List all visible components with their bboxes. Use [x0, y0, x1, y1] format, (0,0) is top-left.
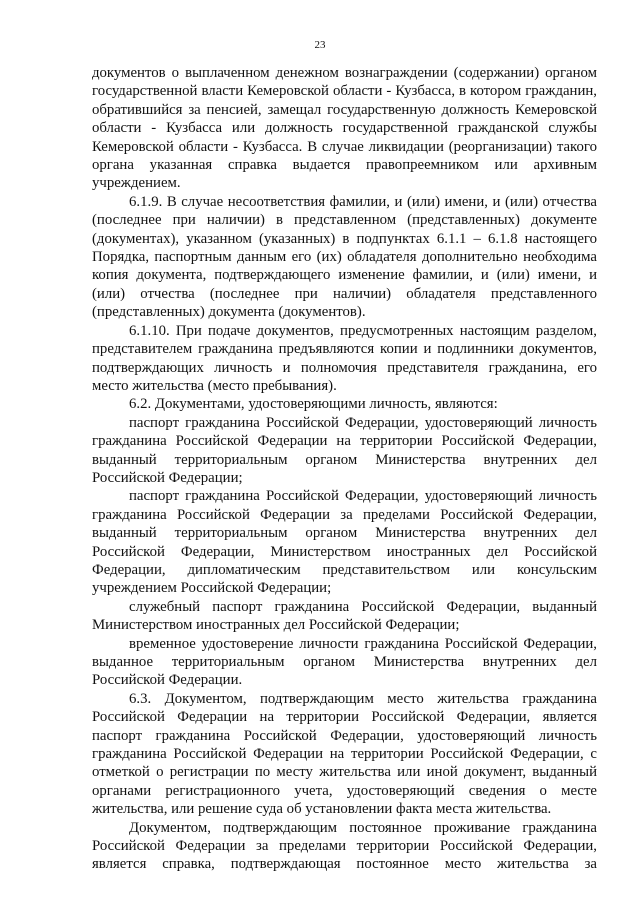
paragraph-6-2: 6.2. Документами, удостоверяющими личность, являются: — [129, 396, 498, 413]
document-body — [92, 64, 597, 874]
list-item-internal-passport: паспорт гражданина Российской Федерации, удостоверяющий личность гражданина Российской Федерации на территории Российской Федерации, выданный территориальным органом Министерства внутренних дел Российской Федерации; — [92, 414, 597, 486]
paragraph-residence-abroad: Документом, подтверждающим постоянное проживание гражданина Российской Федерации за пределами территории Российской Федерации, является справка, подтверждающая постоянное место жительства за — [92, 819, 597, 873]
paragraph-6-3: 6.3. Документом, подтверждающим место жительства гражданина Российской Федерации на территории Российской Федерации, является паспорт гражданина Российской Федерации, удостоверяющий личность гражданина Российской Федерации на территории Российской Федерации, с отметкой о регистрации по месту жительства или иной документ, выданный органами регистрационного учета, удостоверяющий сведения о месте жительства, или решение суда об установлении факта места жительства. — [92, 690, 597, 818]
paragraph-6-1-9: 6.1.9. В случае несоответствия фамилии, и (или) имени, и (или) отчества (последнее при наличии) в представленном (представленных) документе (документах), указанном (указанных) в подпунктах 6.1.1 – 6.1.8 настоящего Порядка, паспортным данным его (их) обладателя дополнительно необходима копия документа, подтверждающего изменение фамилии, и (или) имени, и (или) отчества (последнее при наличии) обладателя представленного (представленных) документа (документов). — [92, 193, 597, 321]
paragraph-6-1-10: 6.1.10. При подаче документов, предусмотренных настоящим разделом, представителем гражданина предъявляются копии и подлинники документов, подтверждающих личность и полномочия представителя гражданина, его место жительства (место пребывания). — [92, 322, 597, 394]
list-item-service-passport: служебный паспорт гражданина Российской Федерации, выданный Министерством иностранных дел Российской Федерации; — [92, 598, 597, 634]
list-item-foreign-passport: паспорт гражданина Российской Федерации, удостоверяющий личность гражданина Российской Федерации за пределами Российской Федерации, выданный территориальным органом Министерства внутренних дел Российской Федерации, Министерством иностранных дел Российской Федерации, дипломатическим представительством или консульским учреждением Российской Федерации; — [92, 488, 597, 597]
list-item-temporary-id: временное удостоверение личности гражданина Российской Федерации, выданное территориальным органом Министерства внутренних дел Российской Федерации. — [92, 635, 597, 689]
page-number: 23 — [314, 39, 326, 51]
paragraph-continued-archive: документов о выплаченном денежном вознаграждении (содержании) органом государственной власти Кемеровской области - Кузбасса, в котором гражданин, обратившийся за пенсией, замещал государственную должность Кемеровской области - Кузбасса или должность государственной гражданской службы Кемеровской области - Кузбасса. В случае ликвидации (реорганизации) такого органа указанная справка выдается правопреемником или архивным учреждением. — [92, 65, 597, 192]
